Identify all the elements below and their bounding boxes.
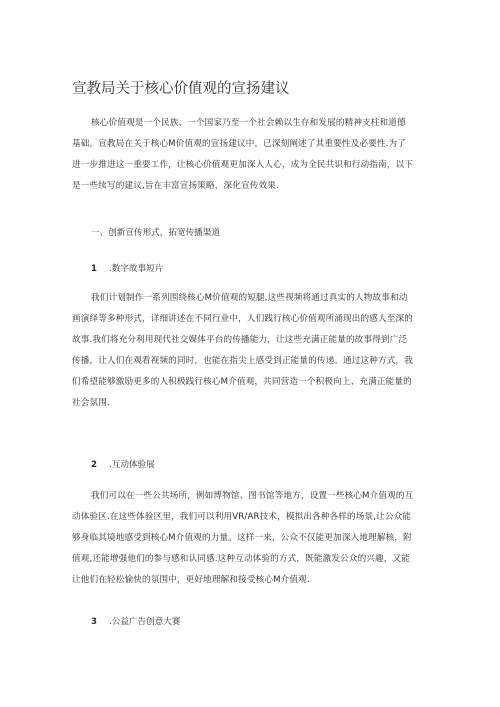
item-paragraph bbox=[72, 486, 432, 591]
item-heading bbox=[91, 262, 163, 276]
item-number: 2 bbox=[91, 460, 97, 470]
item-label: .数字故事短片 bbox=[109, 264, 164, 274]
paragraph-line: 我们计划制作一系列围绕核心M价值观的短腿,这些视频将通过真实的人物故事和动 bbox=[91, 293, 408, 303]
paragraph-line: 动体验区.在这些体验区里，我们可以利用VR/AR技术，模拟出各种各样的场景,让公众能 bbox=[72, 512, 412, 522]
item-heading bbox=[91, 615, 180, 629]
paragraph-line: 传播，让人们在观看视频的同时，也能在指尖上感受到正能量的传递。通过这种方式，我 bbox=[72, 356, 414, 366]
paragraph-line: 们希望能够激励更多的人积极践行核心M介值观，共同营造一个积极向上、充满正能量的 bbox=[72, 377, 412, 387]
document-title: 宣教局关于核心价值观的宣扬建议 bbox=[72, 81, 290, 97]
item-heading bbox=[91, 458, 155, 472]
item-label: .互动体验展 bbox=[109, 460, 155, 470]
item-number: 3 bbox=[91, 617, 97, 627]
item-paragraph bbox=[72, 288, 432, 414]
intro-line: 进一步推进这一重要工作，让核心价值观更加深入人心，成为全民共识和行动指南，以下 bbox=[72, 160, 414, 170]
intro-line: 是一些续写的建议,旨在丰富宣扬策略，深化宣传效果. bbox=[72, 181, 279, 191]
intro-line: 基础。宣教局在关于核心M价值观的宣扬建议中，已深刻阐述了其重要性及必要性.为了 bbox=[72, 139, 406, 149]
paragraph-line: 故事.我们将充分利用现代社交媒体平台的传播能力，让这些充满正能量的故事得到广泛 bbox=[72, 335, 408, 345]
paragraph-line: 值观,还能增强他们的参与感和认同感.这种互动体验的方式，既能激发公众的兴趣，又能 bbox=[72, 554, 411, 564]
paragraph-line: 让他们在轻松愉快的氛围中，更好地理解和接受核心M介值观. bbox=[72, 575, 310, 585]
paragraph-line: 够身临其境地感受到核心M介值观的力量。这样一来，公众不仅能更加深入地理解核，附 bbox=[72, 533, 412, 543]
item-number: 1 bbox=[91, 264, 97, 274]
paragraph-line: 社会氛围. bbox=[72, 398, 110, 408]
section-heading: 一、创新宣传形式，拓宽传播渠道 bbox=[91, 228, 220, 238]
paragraph-line: 我们可以在一些公共场所，例如博物馆、图书馆等地方，设置一些核心M介值观的互 bbox=[91, 491, 414, 501]
paragraph-line: 画演绎等多种形式，详细讲述在不同行业中，人们践行核心价值观所涌现出的感人至深的 bbox=[72, 314, 414, 324]
item-label: .公益广告创意大赛 bbox=[109, 617, 181, 627]
intro-paragraph bbox=[72, 113, 432, 197]
intro-line: 核心价值观是一个民族、一个国家乃至一个社会赖以生存和发展的精神支柱和道德 bbox=[91, 118, 406, 128]
